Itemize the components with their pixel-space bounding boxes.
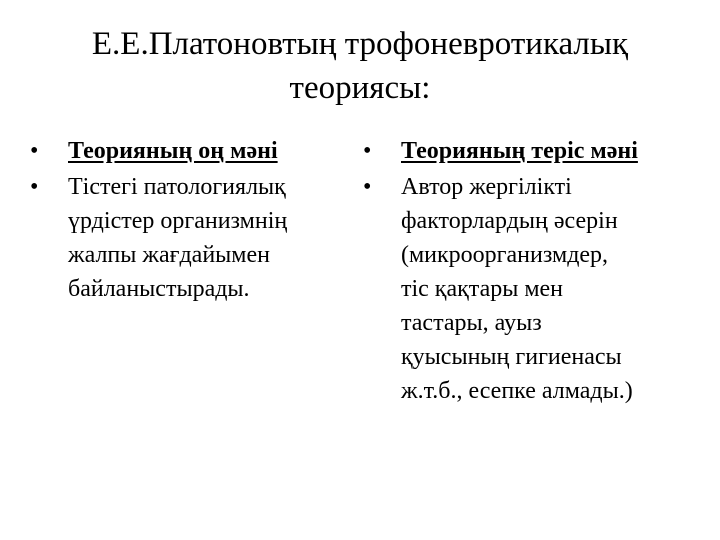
positive-meaning-text-item bbox=[30, 170, 350, 306]
text-line: Тістегі патологиялық bbox=[68, 174, 286, 200]
slide-title bbox=[36, 22, 684, 110]
slide-title-line-2: теориясы: bbox=[289, 70, 431, 106]
text-line: тастары, ауыз bbox=[401, 310, 542, 336]
negative-meaning-heading: Теорияның теріс мәні bbox=[401, 138, 638, 164]
text-line: жалпы жағдайымен bbox=[68, 242, 270, 268]
negative-meaning-column bbox=[363, 134, 703, 410]
bullet-icon: • bbox=[30, 174, 39, 200]
bullet-icon: • bbox=[363, 138, 372, 164]
positive-meaning-heading: Теорияның оң мәні bbox=[68, 138, 278, 164]
positive-meaning-column bbox=[30, 134, 350, 308]
bullet-icon: • bbox=[363, 174, 372, 200]
text-line: байланыстырады. bbox=[68, 276, 250, 302]
text-line: үрдістер организмнің bbox=[68, 208, 288, 234]
slide-title-line-1: Е.Е.Платоновтың трофоневротикалық bbox=[91, 26, 629, 62]
text-line: (микроорганизмдер, bbox=[401, 242, 609, 268]
negative-meaning-heading-item bbox=[363, 134, 703, 168]
positive-meaning-heading-item bbox=[30, 134, 350, 168]
text-line: Автор жергілікті bbox=[401, 174, 572, 200]
negative-meaning-text-item bbox=[363, 170, 703, 408]
text-line: қуысының гигиенасы bbox=[401, 344, 622, 370]
text-line: тіс қақтары мен bbox=[401, 276, 564, 302]
bullet-icon: • bbox=[30, 138, 39, 164]
text-line: ж.т.б., есепке алмады.) bbox=[401, 378, 633, 404]
text-line: факторлардың әсерін bbox=[401, 208, 618, 234]
